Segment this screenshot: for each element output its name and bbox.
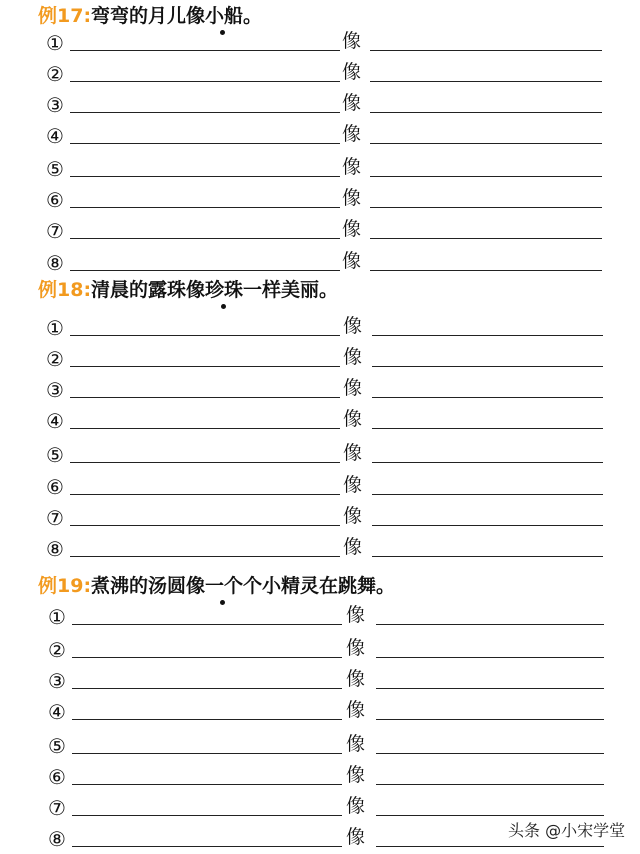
answer-row: [0, 248, 640, 278]
subject-blank-line[interactable]: [72, 624, 342, 625]
subject-blank-line[interactable]: [72, 657, 342, 658]
xiang-word: 像: [346, 604, 366, 626]
subject-blank-line[interactable]: [70, 428, 340, 429]
object-blank-line[interactable]: [372, 397, 603, 398]
subject-blank-line[interactable]: [70, 238, 340, 239]
xiang-word: 像: [342, 123, 362, 145]
xiang-word: 像: [342, 156, 362, 178]
row-number: ②: [46, 347, 64, 371]
subject-blank-line[interactable]: [70, 335, 340, 336]
answer-row: [0, 90, 640, 120]
object-blank-line[interactable]: [372, 462, 603, 463]
row-number: ③: [46, 93, 64, 117]
example-sentence: 清晨的露珠像珍珠一样美丽。: [91, 279, 339, 301]
xiang-word: 像: [342, 61, 362, 83]
object-blank-line[interactable]: [370, 176, 602, 177]
xiang-word: 像: [342, 250, 362, 272]
subject-blank-line[interactable]: [72, 815, 342, 816]
answer-row: [0, 216, 640, 246]
object-blank-line[interactable]: [370, 143, 602, 144]
subject-blank-line[interactable]: [72, 688, 342, 689]
section-heading: [38, 2, 262, 30]
object-blank-line[interactable]: [370, 207, 602, 208]
row-number: ⑤: [48, 734, 66, 758]
object-blank-line[interactable]: [376, 657, 604, 658]
object-blank-line[interactable]: [376, 753, 604, 754]
answer-row: [0, 59, 640, 89]
answer-row: [0, 635, 640, 665]
object-blank-line[interactable]: [372, 366, 603, 367]
xiang-word: 像: [343, 346, 363, 368]
row-number: ④: [48, 700, 66, 724]
answer-row: [0, 731, 640, 761]
row-number: ④: [46, 409, 64, 433]
subject-blank-line[interactable]: [70, 50, 340, 51]
object-blank-line[interactable]: [372, 335, 603, 336]
row-number: ②: [46, 62, 64, 86]
xiang-word: 像: [346, 733, 366, 755]
object-blank-line[interactable]: [376, 624, 604, 625]
xiang-word: 像: [343, 536, 363, 558]
row-number: ①: [46, 31, 64, 55]
subject-blank-line[interactable]: [72, 784, 342, 785]
subject-blank-line[interactable]: [70, 270, 340, 271]
xiang-word: 像: [346, 668, 366, 690]
object-blank-line[interactable]: [370, 50, 602, 51]
subject-blank-line[interactable]: [70, 366, 340, 367]
answer-row: [0, 344, 640, 374]
row-number: ④: [46, 124, 64, 148]
answer-row: [0, 375, 640, 405]
section-heading: [38, 572, 395, 600]
row-number: ⑦: [46, 506, 64, 530]
xiang-word: 像: [346, 795, 366, 817]
object-blank-line[interactable]: [370, 81, 602, 82]
row-number: ⑦: [46, 219, 64, 243]
xiang-word: 像: [342, 187, 362, 209]
row-number: ⑥: [48, 765, 66, 789]
xiang-word: 像: [343, 377, 363, 399]
row-number: ②: [48, 638, 66, 662]
object-blank-line[interactable]: [376, 688, 604, 689]
example-label: 例19:: [38, 575, 92, 597]
subject-blank-line[interactable]: [70, 462, 340, 463]
example-sentence: 弯弯的月儿像小船。: [91, 5, 263, 27]
object-blank-line[interactable]: [370, 112, 602, 113]
answer-row: [0, 185, 640, 215]
emphasis-dot: [221, 304, 226, 309]
subject-blank-line[interactable]: [70, 556, 340, 557]
xiang-word: 像: [342, 30, 362, 52]
subject-blank-line[interactable]: [72, 753, 342, 754]
xiang-word: 像: [343, 505, 363, 527]
answer-row: [0, 28, 640, 58]
answer-row: [0, 154, 640, 184]
object-blank-line[interactable]: [376, 784, 604, 785]
row-number: ⑦: [48, 796, 66, 820]
xiang-word: 像: [343, 474, 363, 496]
row-number: ⑧: [46, 537, 64, 561]
subject-blank-line[interactable]: [72, 846, 342, 847]
subject-blank-line[interactable]: [70, 176, 340, 177]
object-blank-line[interactable]: [372, 494, 603, 495]
xiang-word: 像: [346, 764, 366, 786]
watermark: 头条 @小宋学堂: [508, 821, 626, 840]
object-blank-line[interactable]: [376, 815, 604, 816]
row-number: ①: [48, 605, 66, 629]
xiang-word: 像: [343, 408, 363, 430]
answer-row: [0, 440, 640, 470]
answer-row: [0, 534, 640, 564]
row-number: ⑤: [46, 443, 64, 467]
answer-row: [0, 472, 640, 502]
subject-blank-line[interactable]: [70, 112, 340, 113]
object-blank-line[interactable]: [372, 428, 603, 429]
row-number: ⑥: [46, 475, 64, 499]
answer-row: [0, 313, 640, 343]
subject-blank-line[interactable]: [70, 397, 340, 398]
row-number: ⑥: [46, 188, 64, 212]
answer-row: [0, 602, 640, 632]
answer-row: [0, 121, 640, 151]
subject-blank-line[interactable]: [70, 525, 340, 526]
row-number: ⑧: [48, 827, 66, 851]
answer-row: [0, 762, 640, 792]
subject-blank-line[interactable]: [70, 143, 340, 144]
subject-blank-line[interactable]: [70, 81, 340, 82]
subject-blank-line[interactable]: [70, 494, 340, 495]
xiang-word: 像: [346, 699, 366, 721]
row-number: ①: [46, 316, 64, 340]
answer-row: [0, 666, 640, 696]
example-label: 例18:: [38, 279, 92, 301]
subject-blank-line[interactable]: [72, 719, 342, 720]
example-sentence: 煮沸的汤圆像一个个小精灵在跳舞。: [91, 575, 396, 597]
row-number: ⑤: [46, 157, 64, 181]
xiang-word: 像: [346, 637, 366, 659]
xiang-word: 像: [346, 826, 366, 848]
row-number: ⑧: [46, 251, 64, 275]
object-blank-line[interactable]: [370, 238, 602, 239]
object-blank-line[interactable]: [372, 525, 603, 526]
answer-row: [0, 406, 640, 436]
xiang-word: 像: [343, 315, 363, 337]
row-number: ③: [46, 378, 64, 402]
object-blank-line[interactable]: [372, 556, 603, 557]
xiang-word: 像: [342, 92, 362, 114]
subject-blank-line[interactable]: [70, 207, 340, 208]
example-label: 例17:: [38, 5, 92, 27]
xiang-word: 像: [342, 218, 362, 240]
xiang-word: 像: [343, 442, 363, 464]
answer-row: [0, 503, 640, 533]
answer-row: [0, 697, 640, 727]
section-heading: [38, 276, 338, 304]
object-blank-line[interactable]: [370, 270, 602, 271]
object-blank-line[interactable]: [376, 846, 604, 847]
object-blank-line[interactable]: [376, 719, 604, 720]
row-number: ③: [48, 669, 66, 693]
